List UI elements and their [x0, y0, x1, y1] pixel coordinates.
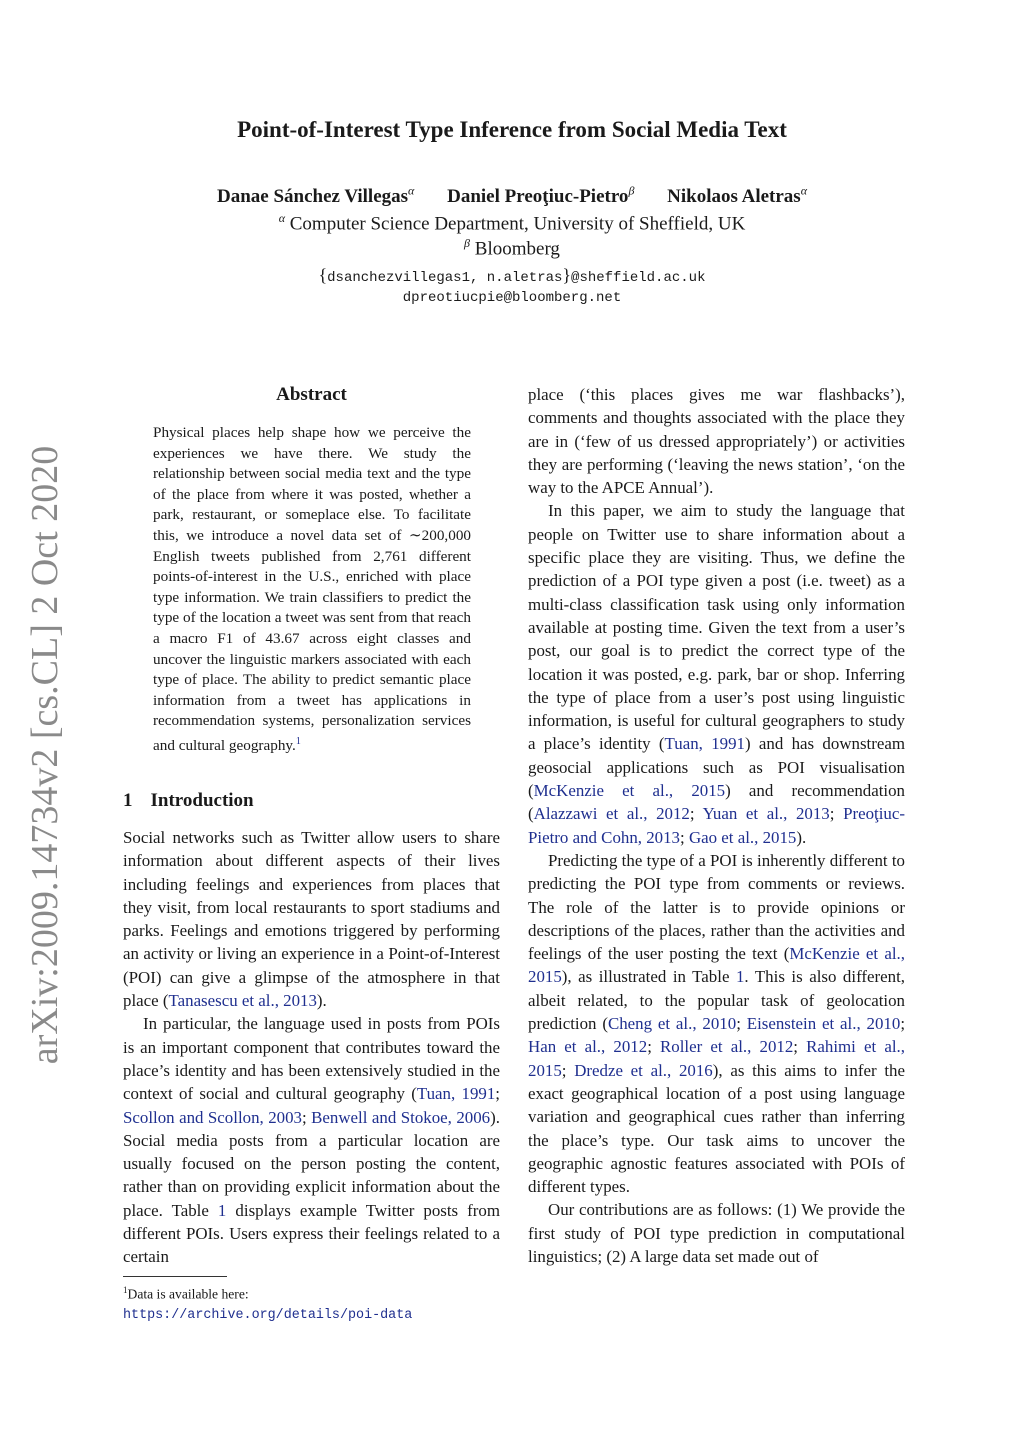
- paragraph-text: ) and recommendation (: [528, 781, 905, 824]
- arxiv-identifier-stamp: [10, 445, 80, 1065]
- abstract-text: Physical places help shape how we perceive the experiences we have there. We study the relationship between social media text and the type of the place from where it was posted, whether a park, restaurant, or someplace else. To facilitate this, we introduce a novel data set of ∼200,000 English tweets published from 2,761 different points-of-interest in the U.S., enriched with place type information. We train classifiers to predict the type of the location a tweet was sent from that reach a macro F1 of 43.67 across eight classes and uncover the linguistic markers associated with each type of place. The ability to predict semantic place information from a tweet has applications in recommendation systems, personalization services and cultural geography.: [153, 424, 471, 754]
- intro-paragraph-5: Our contributions are as follows: (1) We provide the first study of POI type prediction in computational linguistics; (2) A large data set made out of: [528, 1200, 905, 1266]
- section-heading-introduction: [123, 790, 254, 812]
- dataset-url-link[interactable]: https://archive.org/details/poi-data: [123, 1307, 413, 1323]
- paragraph-text: Social networks such as Twitter allow users to share information about different aspects of their lives including feelings and experiences from places that they visit, from local restaurants to sport stadiums and parks. Feelings and emotions triggered by performing an activity or living an experience in a Point-of-Interest (POI) can give a glimpse of the atmosphere in that place (: [123, 828, 500, 1011]
- citation-link[interactable]: Eisenstein et al., 2010: [746, 1014, 901, 1034]
- footnote-1: [123, 1281, 500, 1325]
- intro-paragraph-2-start: [123, 1012, 500, 1268]
- affiliation-text: Bloomberg: [474, 238, 560, 260]
- author-affiliation-mark: β: [628, 184, 635, 198]
- citation-link[interactable]: Benwell and Stokoe, 2006: [311, 1107, 491, 1127]
- author-list: [0, 184, 1024, 208]
- affiliation-text: Computer Science Department, University of Sheffield, UK: [289, 213, 746, 235]
- citation-separator: ;: [793, 1037, 807, 1057]
- paragraph-text: ), as this aims to infer the exact geographical location of a post using language variation and geographical cues rather than inferring the place’s type. Our task aims to uncover the geographic agnostic features associated with POIs of different types.: [528, 1060, 905, 1197]
- email-names: dsanchezvillegas1, n.aletras: [327, 270, 563, 286]
- paper-title: Point-of-Interest Type Inference from Social Media Text: [237, 117, 787, 142]
- paragraph-text: displays example Twitter posts from different POIs. Users express their feelings related to a certain: [123, 1200, 500, 1267]
- author-affiliation-mark: α: [800, 184, 808, 198]
- paragraph-text: In particular, the language used in posts from POIs is an important component that contributes toward the place’s identity and has been extensively studied in the context of social and cultural geography (: [123, 1014, 500, 1104]
- paragraph-text: place (‘this places gives me war flashbacks’), comments and thoughts associated with the place they are in (‘few of us dressed appropriately’) or activities they are performing (‘leaving the news station’, ‘on the way to the APCE Annual’).: [528, 385, 905, 498]
- email-brace-close: }: [562, 265, 572, 285]
- citation-separator: ;: [689, 804, 703, 824]
- right-column-text: [528, 383, 905, 1268]
- affiliation-2: [0, 236, 1024, 260]
- affiliation-mark: β: [464, 236, 471, 250]
- intro-paragraph-3: [528, 499, 905, 848]
- intro-paragraph-1: [123, 826, 500, 1012]
- paragraph-text: ). Social media posts from a particular location are usually focused on the person posting the content, rather than on providing explicit information about the place. Table: [123, 1107, 500, 1220]
- citation-link[interactable]: Alazzawi et al., 2012: [533, 804, 690, 824]
- paragraph-text: ) and has downstream geosocial applications such as POI visualisation (: [528, 734, 905, 801]
- footnote-divider: [123, 1276, 227, 1277]
- section-title: Introduction: [150, 790, 254, 811]
- email-sheffield: [0, 265, 1024, 286]
- intro-paragraph-4: [528, 849, 905, 1198]
- paragraph-text: In this paper, we aim to study the language that people on Twitter use to share information about a specific place they are visiting. Thus, we define the prediction of a POI type given a post (i.e. tweet) as a multi-class classification task using only information available at posting time. Given the text from a user’s post, our goal is to predict the correct type of the location it was posted, e.g. park, bar or shop. Inferring the type of place from a user’s post using linguistic information, is useful for cultural geographers to study a place’s identity (: [528, 501, 905, 754]
- intro-paragraph-2-continued: [528, 383, 905, 499]
- left-column-text: [123, 826, 500, 1269]
- affiliation-mark: α: [278, 211, 285, 225]
- author-name: Nikolaos Aletras: [667, 186, 801, 208]
- citation-link[interactable]: Preoţiuc-Pietro and Cohn, 2013: [528, 804, 905, 847]
- abstract-heading: Abstract: [276, 384, 347, 405]
- citation-link[interactable]: Tuan, 1991: [416, 1084, 496, 1104]
- table-ref-link[interactable]: 1: [735, 967, 745, 987]
- paragraph-text: Predicting the type of a POI is inherently different to predicting the POI type from comments or reviews. The role of the latter is to provide opinions or descriptions of the places, rather than the activities and feelings of the user posting the text (: [528, 850, 905, 964]
- paragraph-text: ), as illustrated in Table: [561, 967, 736, 987]
- citation-link[interactable]: Roller et al., 2012: [660, 1037, 794, 1057]
- citation-link[interactable]: Tanasescu et al., 2013: [168, 991, 317, 1011]
- citation-link[interactable]: McKenzie et al., 2015: [528, 944, 905, 987]
- citation-link[interactable]: Scollon and Scollon, 2003: [123, 1107, 302, 1127]
- footnote-text: Data is available here:: [127, 1286, 249, 1302]
- author-name: Daniel Preoţiuc-Pietro: [447, 186, 629, 208]
- citation-link[interactable]: Dredze et al., 2016: [574, 1060, 713, 1080]
- citation-separator: ;: [647, 1037, 661, 1057]
- citation-link[interactable]: Cheng et al., 2010: [607, 1014, 737, 1034]
- affiliation-1: [0, 211, 1024, 235]
- citation-separator: ;: [736, 1014, 747, 1034]
- citation-separator: ;: [302, 1107, 312, 1127]
- footnote-mark: 1: [123, 1285, 128, 1295]
- citation-separator: ;: [900, 1014, 906, 1034]
- citation-link[interactable]: Gao et al., 2015: [688, 827, 797, 847]
- email-bloomberg: dpreotiucpie@bloomberg.net: [402, 290, 622, 306]
- paragraph-text: ).: [316, 991, 327, 1011]
- arxiv-id-text: arXiv:2009.14734v2 [cs.CL] 2 Oct 2020: [24, 445, 66, 1065]
- author-name: Danae Sánchez Villegas: [216, 186, 409, 208]
- citation-link[interactable]: Rahimi et al., 2015: [528, 1037, 905, 1080]
- paragraph-text: ).: [796, 827, 807, 847]
- footnote-ref-link[interactable]: 1: [295, 735, 301, 747]
- paragraph-text: . This is also different, albeit related, to the popular task of geolocation prediction (: [528, 967, 905, 1034]
- citation-separator: ;: [680, 827, 689, 847]
- citation-link[interactable]: Tuan, 1991: [664, 734, 745, 754]
- citation-link[interactable]: Yuan et al., 2013: [702, 804, 830, 824]
- email-domain: @sheffield.ac.uk: [571, 270, 706, 286]
- citation-separator: ;: [495, 1084, 500, 1104]
- section-number: 1: [123, 790, 133, 811]
- email-brace-open: {: [318, 265, 328, 285]
- author-2: [447, 186, 634, 207]
- citation-link[interactable]: McKenzie et al., 2015: [533, 781, 726, 801]
- citation-link[interactable]: Han et al., 2012: [528, 1037, 648, 1057]
- citation-separator: ;: [561, 1060, 575, 1080]
- author-affiliation-mark: α: [408, 184, 415, 198]
- author-1: [217, 186, 414, 207]
- citation-separator: ;: [829, 804, 844, 824]
- abstract-body: [153, 423, 471, 757]
- table-ref-link[interactable]: 1: [217, 1200, 227, 1220]
- author-3: [667, 186, 807, 207]
